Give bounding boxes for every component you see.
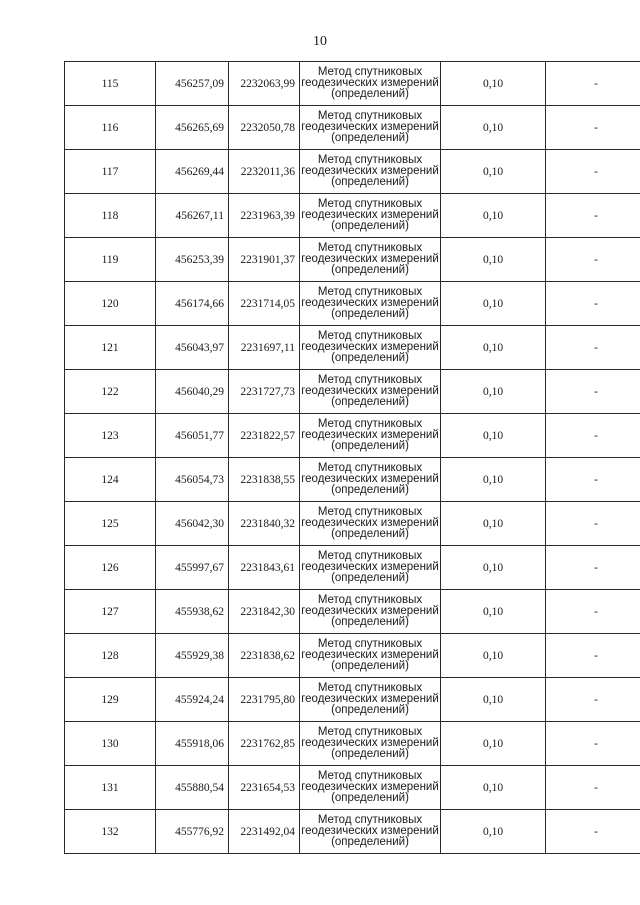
point-number-cell: 119: [65, 238, 156, 282]
method-text-line: геодезических измерений: [301, 473, 439, 485]
point-number-cell: 118: [65, 194, 156, 238]
method-cell: [300, 194, 441, 238]
x-coordinate-cell: 456174,66: [156, 282, 229, 326]
description-cell: -: [546, 678, 640, 722]
description-cell: -: [546, 62, 640, 106]
table-row: [65, 150, 640, 194]
method-text-line: (определений): [331, 704, 409, 716]
table-body: [65, 62, 640, 854]
method-text-line: Метод спутниковых: [317, 770, 423, 782]
description-cell: -: [546, 370, 640, 414]
description-cell: -: [546, 810, 640, 854]
x-coordinate-cell: 456051,77: [156, 414, 229, 458]
method-text-line: Метод спутниковых: [317, 330, 423, 342]
method-text-line: (определений): [331, 528, 409, 540]
accuracy-cell: 0,10: [441, 458, 546, 502]
method-cell: [300, 62, 441, 106]
method-text-line: геодезических измерений: [301, 649, 439, 661]
method-cell: [300, 326, 441, 370]
accuracy-cell: 0,10: [441, 546, 546, 590]
accuracy-cell: 0,10: [441, 678, 546, 722]
description-cell: -: [546, 238, 640, 282]
method-text-line: Метод спутниковых: [317, 550, 423, 562]
y-coordinate-cell: 2231714,05: [229, 282, 300, 326]
point-number-cell: 120: [65, 282, 156, 326]
point-number-cell: 132: [65, 810, 156, 854]
point-number-cell: 122: [65, 370, 156, 414]
table-row: [65, 106, 640, 150]
y-coordinate-cell: 2231697,11: [229, 326, 300, 370]
table-row: [65, 414, 640, 458]
accuracy-cell: 0,10: [441, 766, 546, 810]
method-text-line: (определений): [331, 308, 409, 320]
method-text-line: (определений): [331, 132, 409, 144]
method-text-line: Метод спутниковых: [317, 110, 423, 122]
point-number-cell: 130: [65, 722, 156, 766]
accuracy-cell: 0,10: [441, 414, 546, 458]
point-number-cell: 115: [65, 62, 156, 106]
method-text-line: (определений): [331, 88, 409, 100]
method-text-line: геодезических измерений: [301, 517, 439, 529]
description-cell: -: [546, 546, 640, 590]
method-text-line: геодезических измерений: [301, 341, 439, 353]
accuracy-cell: 0,10: [441, 62, 546, 106]
method-text-line: Метод спутниковых: [317, 374, 423, 386]
table-row: [65, 634, 640, 678]
x-coordinate-cell: 456257,09: [156, 62, 229, 106]
accuracy-cell: 0,10: [441, 150, 546, 194]
method-cell: [300, 810, 441, 854]
method-cell: [300, 106, 441, 150]
method-text-line: Метод спутниковых: [317, 66, 423, 78]
point-number-cell: 131: [65, 766, 156, 810]
method-text-line: геодезических измерений: [301, 165, 439, 177]
y-coordinate-cell: 2232050,78: [229, 106, 300, 150]
x-coordinate-cell: 456265,69: [156, 106, 229, 150]
x-coordinate-cell: 455929,38: [156, 634, 229, 678]
y-coordinate-cell: 2231901,37: [229, 238, 300, 282]
method-text-line: геодезических измерений: [301, 209, 439, 221]
method-text-line: (определений): [331, 176, 409, 188]
description-cell: -: [546, 590, 640, 634]
table-row: [65, 194, 640, 238]
method-text-line: (определений): [331, 484, 409, 496]
method-text-line: геодезических измерений: [301, 385, 439, 397]
y-coordinate-cell: 2231762,85: [229, 722, 300, 766]
x-coordinate-cell: 456253,39: [156, 238, 229, 282]
table-row: [65, 238, 640, 282]
point-number-cell: 125: [65, 502, 156, 546]
method-text-line: Метод спутниковых: [317, 198, 423, 210]
accuracy-cell: 0,10: [441, 722, 546, 766]
y-coordinate-cell: 2231842,30: [229, 590, 300, 634]
method-cell: [300, 414, 441, 458]
method-text-line: (определений): [331, 264, 409, 276]
x-coordinate-cell: 455776,92: [156, 810, 229, 854]
description-cell: -: [546, 414, 640, 458]
table-row: [65, 722, 640, 766]
method-cell: [300, 282, 441, 326]
y-coordinate-cell: 2232063,99: [229, 62, 300, 106]
description-cell: -: [546, 282, 640, 326]
x-coordinate-cell: 455997,67: [156, 546, 229, 590]
description-cell: -: [546, 502, 640, 546]
method-cell: [300, 634, 441, 678]
method-text-line: геодезических измерений: [301, 781, 439, 793]
method-cell: [300, 546, 441, 590]
accuracy-cell: 0,10: [441, 194, 546, 238]
accuracy-cell: 0,10: [441, 238, 546, 282]
method-text-line: Метод спутниковых: [317, 462, 423, 474]
x-coordinate-cell: 455938,62: [156, 590, 229, 634]
point-number-cell: 126: [65, 546, 156, 590]
method-text-line: (определений): [331, 352, 409, 364]
x-coordinate-cell: 456267,11: [156, 194, 229, 238]
point-number-cell: 116: [65, 106, 156, 150]
y-coordinate-cell: 2231795,80: [229, 678, 300, 722]
method-text-line: геодезических измерений: [301, 605, 439, 617]
method-cell: [300, 590, 441, 634]
method-text-line: Метод спутниковых: [317, 638, 423, 650]
method-cell: [300, 766, 441, 810]
y-coordinate-cell: 2231840,32: [229, 502, 300, 546]
point-number-cell: 117: [65, 150, 156, 194]
method-cell: [300, 722, 441, 766]
y-coordinate-cell: 2231838,55: [229, 458, 300, 502]
method-text-line: геодезических измерений: [301, 693, 439, 705]
point-number-cell: 128: [65, 634, 156, 678]
table-row: [65, 370, 640, 414]
method-text-line: геодезических измерений: [301, 121, 439, 133]
method-text-line: геодезических измерений: [301, 77, 439, 89]
accuracy-cell: 0,10: [441, 634, 546, 678]
method-text-line: Метод спутниковых: [317, 242, 423, 254]
method-text-line: (определений): [331, 440, 409, 452]
method-text-line: (определений): [331, 572, 409, 584]
y-coordinate-cell: 2231654,53: [229, 766, 300, 810]
x-coordinate-cell: 456269,44: [156, 150, 229, 194]
description-cell: -: [546, 326, 640, 370]
method-text-line: геодезических измерений: [301, 561, 439, 573]
y-coordinate-cell: 2231838,62: [229, 634, 300, 678]
method-text-line: Метод спутниковых: [317, 726, 423, 738]
method-cell: [300, 502, 441, 546]
table-row: [65, 62, 640, 106]
accuracy-cell: 0,10: [441, 370, 546, 414]
x-coordinate-cell: 456043,97: [156, 326, 229, 370]
description-cell: -: [546, 634, 640, 678]
description-cell: -: [546, 722, 640, 766]
method-text-line: геодезических измерений: [301, 429, 439, 441]
coordinates-table: [64, 61, 640, 854]
point-number-cell: 129: [65, 678, 156, 722]
y-coordinate-cell: 2231963,39: [229, 194, 300, 238]
table-row: [65, 766, 640, 810]
point-number-cell: 127: [65, 590, 156, 634]
method-text-line: геодезических измерений: [301, 253, 439, 265]
description-cell: -: [546, 458, 640, 502]
description-cell: -: [546, 106, 640, 150]
accuracy-cell: 0,10: [441, 590, 546, 634]
method-cell: [300, 238, 441, 282]
description-cell: -: [546, 194, 640, 238]
method-text-line: (определений): [331, 616, 409, 628]
y-coordinate-cell: 2231727,73: [229, 370, 300, 414]
method-text-line: геодезических измерений: [301, 737, 439, 749]
method-cell: [300, 150, 441, 194]
table-row: [65, 590, 640, 634]
method-text-line: (определений): [331, 396, 409, 408]
x-coordinate-cell: 455918,06: [156, 722, 229, 766]
table-row: [65, 810, 640, 854]
method-text-line: (определений): [331, 748, 409, 760]
table-row: [65, 678, 640, 722]
x-coordinate-cell: 456040,29: [156, 370, 229, 414]
y-coordinate-cell: 2231492,04: [229, 810, 300, 854]
method-text-line: Метод спутниковых: [317, 154, 423, 166]
method-text-line: (определений): [331, 220, 409, 232]
description-cell: -: [546, 150, 640, 194]
method-text-line: (определений): [331, 792, 409, 804]
table-row: [65, 502, 640, 546]
method-text-line: (определений): [331, 660, 409, 672]
y-coordinate-cell: 2231843,61: [229, 546, 300, 590]
method-text-line: геодезических измерений: [301, 297, 439, 309]
method-text-line: Метод спутниковых: [317, 286, 423, 298]
method-text-line: Метод спутниковых: [317, 506, 423, 518]
point-number-cell: 121: [65, 326, 156, 370]
method-text-line: Метод спутниковых: [317, 594, 423, 606]
method-text-line: Метод спутниковых: [317, 682, 423, 694]
table-row: [65, 546, 640, 590]
x-coordinate-cell: 456054,73: [156, 458, 229, 502]
method-text-line: геодезических измерений: [301, 825, 439, 837]
table-row: [65, 326, 640, 370]
accuracy-cell: 0,10: [441, 502, 546, 546]
description-cell: -: [546, 766, 640, 810]
table-row: [65, 458, 640, 502]
y-coordinate-cell: 2232011,36: [229, 150, 300, 194]
method-text-line: (определений): [331, 836, 409, 848]
method-cell: [300, 678, 441, 722]
accuracy-cell: 0,10: [441, 810, 546, 854]
table-row: [65, 282, 640, 326]
method-cell: [300, 370, 441, 414]
point-number-cell: 123: [65, 414, 156, 458]
accuracy-cell: 0,10: [441, 326, 546, 370]
method-text-line: Метод спутниковых: [317, 418, 423, 430]
x-coordinate-cell: 456042,30: [156, 502, 229, 546]
page-number: 10: [313, 34, 327, 49]
accuracy-cell: 0,10: [441, 282, 546, 326]
x-coordinate-cell: 455880,54: [156, 766, 229, 810]
accuracy-cell: 0,10: [441, 106, 546, 150]
method-text-line: Метод спутниковых: [317, 814, 423, 826]
point-number-cell: 124: [65, 458, 156, 502]
method-cell: [300, 458, 441, 502]
x-coordinate-cell: 455924,24: [156, 678, 229, 722]
y-coordinate-cell: 2231822,57: [229, 414, 300, 458]
